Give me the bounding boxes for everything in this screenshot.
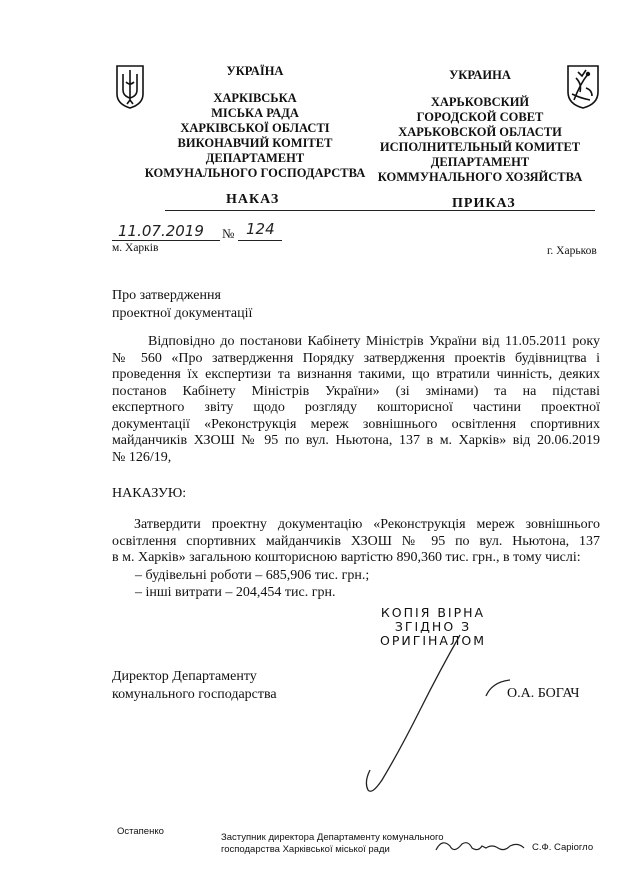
date-underline <box>112 240 220 241</box>
doc-type-left: НАКАЗ <box>226 192 280 207</box>
number-underline <box>238 240 282 241</box>
order-number: 124 <box>246 220 275 238</box>
right-org-line: ДЕПАРТАМЕНТ <box>430 155 530 169</box>
deputy-name: С.Ф. Саріогло <box>532 842 594 853</box>
left-org-line: ХАРКІВСЬКА <box>213 91 297 105</box>
left-country: УКРАЇНА <box>226 64 284 78</box>
preamble-line: постанов Кабінету Міністрів України» (зі змінами) та на підставі <box>112 383 600 399</box>
left-org-line: МІСЬКА РАДА <box>211 106 299 120</box>
right-header <box>365 68 595 185</box>
cost-items-list <box>135 567 369 601</box>
left-org-line: ВИКОНАВЧИЙ КОМІТЕТ <box>177 136 333 150</box>
list-item: – інші витрати – 204,454 тис. грн. <box>135 585 336 600</box>
right-org-line: ХАРЬКОВСКОЙ ОБЛАСТИ <box>398 125 562 139</box>
decision-paragraph <box>112 517 600 567</box>
preamble-line: № 560 «Про затвердження Порядку затвердження проектів будівництва і <box>112 350 600 366</box>
left-header <box>120 64 390 181</box>
decision-line: Затвердити проектну документацію «Реконструкція мереж зовнішнього <box>134 517 600 532</box>
preamble-line: № 126/19, <box>112 449 172 465</box>
header-divider <box>165 210 595 211</box>
order-word: НАКАЗУЮ: <box>112 486 187 501</box>
deputy-position <box>221 832 444 856</box>
preamble-line: документації «Реконструкція мереж зовнішнього освітлення спортивних <box>112 416 600 432</box>
right-org-line: КОММУНАЛЬНОГО ХОЗЯЙСТВА <box>377 170 583 184</box>
order-date: 11.07.2019 <box>118 222 204 240</box>
deputy-signature-icon <box>432 836 528 858</box>
left-org-line: КОМУНАЛЬНОГО ГОСПОДАРСТВА <box>144 166 366 180</box>
stamp-line: КОПІЯ ВІРНА <box>380 605 486 620</box>
preamble-line: проведення їх експертизи та визнання такими, що втратили чинність, деяких <box>112 367 600 382</box>
place-left: м. Харків <box>112 242 159 254</box>
right-org-line: ИСПОЛНИТЕЛЬНЫЙ КОМИТЕТ <box>379 140 581 154</box>
director-signature-icon <box>360 630 470 800</box>
order-number-label: № <box>222 226 235 241</box>
preamble-line: майданчиків ХЗОШ № 95 по вул. Ньютона, 137 в м. Харків» від 20.06.2019 <box>112 433 600 448</box>
order-subject <box>112 287 252 323</box>
preamble-line: експертного звіту щодо розгляду кошторисної частини проектної <box>112 400 600 415</box>
list-item: – будівельні роботи – 685,906 тис. грн.; <box>135 568 370 583</box>
subject-line: проектної документації <box>112 306 253 321</box>
subject-line: Про затвердження <box>112 288 221 303</box>
deputy-line: Заступник директора Департаменту комунального <box>221 832 444 843</box>
position-line: комунального господарства <box>112 687 277 702</box>
stamp-line: ОРИГІНАЛОМ <box>380 633 487 648</box>
preamble-paragraph <box>112 334 600 466</box>
signatory-name: О.А. БОГАЧ <box>507 686 580 701</box>
position-line: Директор Департаменту <box>112 669 257 684</box>
right-org-line: ГОРОДСКОЙ СОВЕТ <box>416 110 544 124</box>
preamble-line: Відповідно до постанови Кабінету Міністрів України від 11.05.2011 року <box>148 334 600 349</box>
right-org-line: ХАРЬКОВСКИЙ <box>430 95 530 109</box>
deputy-line: господарства Харківської міської ради <box>221 844 390 855</box>
author-name: Остапенко <box>117 826 164 837</box>
decision-line: в м. Харків» загальною кошторисною вартістю 890,360 тис. грн., в тому числі: <box>112 550 581 565</box>
right-country: УКРАИНА <box>449 68 511 82</box>
left-org-line: ДЕПАРТАМЕНТ <box>205 151 305 165</box>
place-right: г. Харьков <box>547 245 597 257</box>
decision-line: освітлення спортивних майданчиків ХЗОШ № 95 по вул. Ньютона, 137 <box>112 533 600 549</box>
left-org-line: ХАРКІВСЬКОЇ ОБЛАСТІ <box>180 121 330 135</box>
stamp-line: ЗГІДНО З <box>394 619 472 634</box>
doc-type-right: ПРИКАЗ <box>452 196 516 211</box>
signature-position <box>112 668 277 704</box>
